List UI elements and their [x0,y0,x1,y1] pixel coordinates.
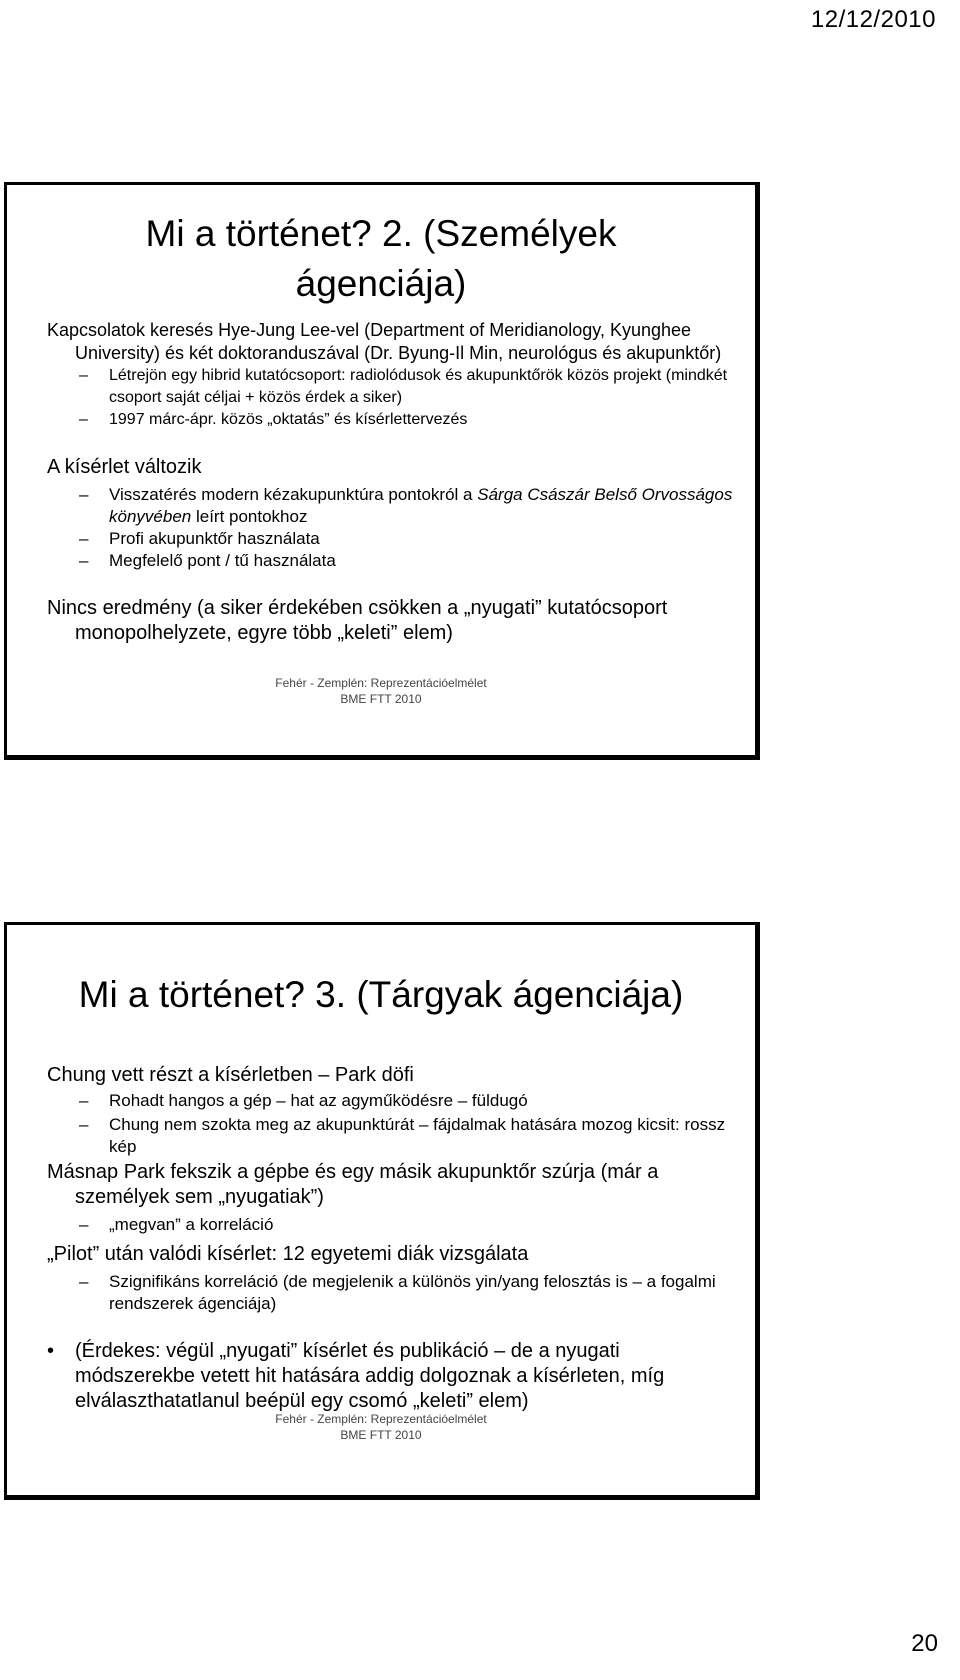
sub-list-item-text: leírt pontokhoz [191,507,308,526]
dash-marker: – [79,1091,89,1110]
dash-marker: – [79,1272,89,1291]
footer-institution: BME FTT 2010 [340,1428,422,1442]
list-item: Nincs eredmény (a siker érdekében csökken a „nyugati” kutatócsoport monopolhelyzete, egyre több „keleti” elem) [47,597,668,644]
dash-marker: – [79,529,89,548]
sub-list-item [47,528,735,550]
list-item: Másnap Park fekszik a gépbe és egy másik akupunktőr szúrja (már a személyek sem „nyugatiak”) [47,1161,659,1208]
sub-list-item [47,409,735,431]
slide-title [7,209,755,309]
dash-marker: – [79,411,88,428]
slide-footer [7,1411,755,1443]
sub-list-item [47,1114,735,1158]
list-item: Chung vett részt a kísérletben – Park döfi [47,1064,414,1086]
list-item: „Pilot” után valódi kísérlet: 12 egyetemi diák vizsgálata [47,1243,529,1265]
sub-list-item [47,1214,735,1236]
dash-marker: – [79,367,88,384]
list-item: A kísérlet változik [47,456,202,478]
sub-list-item [47,365,735,409]
dash-marker: – [79,1115,89,1134]
slide-1 [4,182,760,760]
slide-title: Mi a történet? 3. (Tárgyak ágenciája) [78,974,684,1015]
page-number: 20 [911,1630,938,1657]
slide-body [47,1063,735,1414]
slide-body [47,319,735,646]
sub-list-item [47,484,735,528]
book-title-italic: Sárga Császár Belső Orvosságos könyvében [109,485,733,526]
sub-list-item-text: Létrejön egy hibrid kutatócsoport: radiolódusok és akupunktőrök közös projekt (mindkét csoport saját céljai + közös érdek a siker) [109,367,728,406]
sub-list-item-text: Chung nem szokta meg az akupunktúrát – fájdalmak hatására mozog kicsit: rossz kép [109,1115,726,1156]
footer-author: Fehér - Zemplén: Reprezentációelmélet [275,1412,487,1426]
sub-list-item-text: Rohadt hangos a gép – hat az agyműködésre – füldugó [109,1091,528,1110]
sub-list-item-text: Szignifikáns korreláció (de megjelenik a különös yin/yang felosztás is – a fogalmi rendszerek ágenciája) [109,1272,716,1313]
sub-list-item [47,1090,735,1112]
slide-footer [7,675,755,707]
slide-title-line-1: Mi a történet? 2. (Személyek [145,213,617,254]
page-date: 12/12/2010 [810,6,936,33]
sub-list-item-text: Visszatérés modern kézakupunktúra pontokról a [109,485,478,504]
bullet-list-item-text: (Érdekes: végül „nyugati” kísérlet és publikáció – de a nyugati módszerekbe vetett hit hatására addig dolgoznak a kísérleten, míg elválaszthatatlanul beépül egy csomó „keleti” elem) [75,1340,665,1412]
footer-author: Fehér - Zemplén: Reprezentációelmélet [275,676,487,690]
sub-list-item [47,550,735,572]
dash-marker: – [79,551,89,570]
sub-list-item-text: Profi akupunktőr használata [109,529,320,548]
sub-list-item [47,1271,735,1315]
bullet-marker: • [47,1340,55,1362]
sub-list-item-text: 1997 márc-ápr. közös „oktatás” és kísérlettervezés [109,411,468,428]
dash-marker: – [79,1215,89,1234]
sub-list-item-text: „megvan” a korreláció [109,1215,274,1234]
bullet-list-item [47,1339,735,1414]
dash-marker: – [79,485,89,504]
footer-institution: BME FTT 2010 [340,692,422,706]
slide-title-line-2: ágenciája) [295,263,467,304]
slide-2 [4,922,760,1500]
sub-list-item-text: Megfelelő pont / tű használata [109,551,336,570]
list-item: Kapcsolatok keresés Hye-Jung Lee-vel (Department of Meridianology, Kyunghee University) és két doktoranduszával (Dr. Byung-Il Min, neurológus és akupunktőr) [47,320,722,363]
